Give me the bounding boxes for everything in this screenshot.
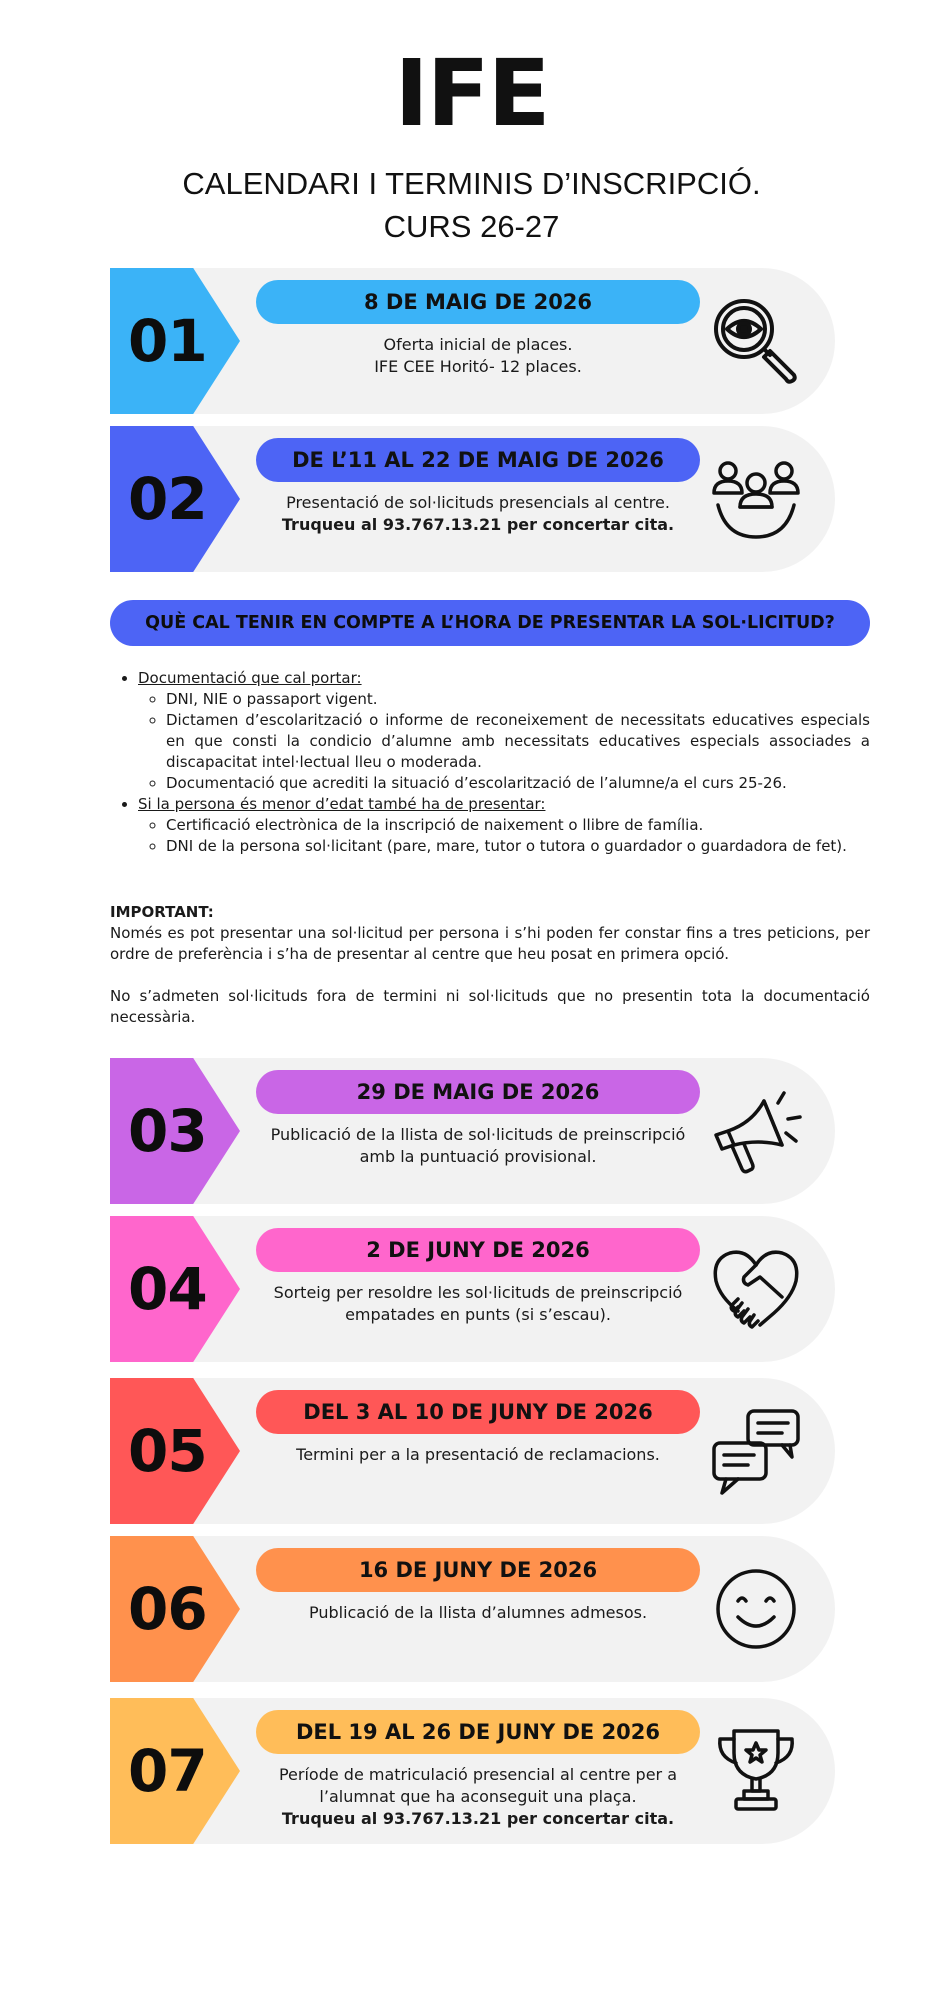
step-description-line: l’alumnat que ha aconseguit una plaça. — [319, 1787, 637, 1806]
step-card-01 — [110, 268, 835, 414]
step-number: 03 — [128, 1097, 207, 1165]
step-description — [250, 1764, 706, 1830]
step-date-pill: 16 DE JUNY DE 2026 — [256, 1548, 700, 1592]
important-paragraph: Només es pot presentar una sol·licitud per persona i s’hi poden fer constar fins a tres peticions, per ordre de preferència i s’ha de presentar al centre que heu posat en primera opció. — [110, 924, 870, 963]
step-description — [250, 1124, 706, 1168]
step-description-line: empatades en punts (si s’escau). — [345, 1305, 611, 1324]
step-description-line: Període de matriculació presencial al centre per a — [278, 1765, 678, 1784]
step-date-pill: DE L’11 AL 22 DE MAIG DE 2026 — [256, 438, 700, 482]
list-item: ◦ Certificació electrònica de la inscripció de naixement o llibre de família. — [166, 815, 870, 836]
step-description — [250, 1602, 706, 1624]
step-card-07 — [110, 1698, 835, 1844]
step-number: 02 — [128, 465, 207, 533]
step-description — [250, 1282, 706, 1326]
step-card-03 — [110, 1058, 835, 1204]
question-banner: QUÈ CAL TENIR EN COMPTE A L’HORA DE PRESENTAR LA SOL·LICITUD? — [110, 600, 870, 646]
step-description-line: Oferta inicial de places. — [383, 335, 573, 354]
smiley-face-icon — [708, 1561, 804, 1657]
step-description-line: amb la puntuació provisional. — [359, 1147, 597, 1166]
list-item: ◦ DNI, NIE o passaport vigent. — [166, 689, 870, 710]
step-description-bold: Truqueu al 93.767.13.21 per concertar cita. — [281, 1809, 675, 1828]
list-item: ◦ Dictamen d’escolarització o informe de reconeixement de necessitats educatives especials en que consti la condicio d’alumne amb necessitats educatives especials associades a discapacitat intel·lectual lleu o moderada. — [166, 710, 870, 773]
chat-bubbles-icon — [708, 1403, 804, 1499]
page-title: IFE — [394, 40, 549, 147]
step-date-pill: 29 DE MAIG DE 2026 — [256, 1070, 700, 1114]
subtitle-line-2: CURS 26-27 — [383, 208, 560, 244]
step-description-line: IFE CEE Horitó- 12 places. — [374, 357, 582, 376]
minor-heading: Si la persona és menor d’edat també ha de presentar: — [138, 795, 546, 813]
step-number: 06 — [128, 1575, 207, 1643]
heart-handshake-icon — [708, 1241, 804, 1337]
step-number: 07 — [128, 1737, 207, 1805]
step-card-04 — [110, 1216, 835, 1362]
step-description-line: Publicació de la llista d’alumnes admesos. — [308, 1603, 648, 1622]
list-item: ◦ DNI de la persona sol·licitant (pare, mare, tutor o tutora o guardador o guardadora de fet). — [166, 836, 870, 857]
important-heading: IMPORTANT: — [110, 903, 214, 921]
step-description-bold: Truqueu al 93.767.13.21 per concertar cita. — [281, 515, 675, 534]
documentation-list — [110, 668, 870, 857]
subtitle-line-1: CALENDARI I TERMINIS D’INSCRIPCIÓ. — [182, 166, 761, 201]
step-number: 05 — [128, 1417, 207, 1485]
step-description-line: Sorteig per resoldre les sol·licituds de preinscripció — [273, 1283, 683, 1302]
step-description-line: Publicació de la llista de sol·licituds de preinscripció — [270, 1125, 686, 1144]
step-number: 01 — [128, 307, 207, 375]
step-date-pill: DEL 19 AL 26 DE JUNY DE 2026 — [256, 1710, 700, 1754]
step-description — [250, 1444, 706, 1466]
list-item — [138, 794, 870, 857]
step-description-line: Presentació de sol·licituds presencials al centre. — [286, 493, 670, 512]
group-people-icon — [708, 451, 804, 547]
step-date-pill: DEL 3 AL 10 DE JUNY DE 2026 — [256, 1390, 700, 1434]
step-card-06 — [110, 1536, 835, 1682]
trophy-icon — [708, 1723, 804, 1819]
step-description — [250, 334, 706, 378]
step-card-05 — [110, 1378, 835, 1524]
step-card-02 — [110, 426, 835, 572]
list-item: ◦ Documentació que acrediti la situació d’escolarització de l’alumne/a el curs 25-26. — [166, 773, 870, 794]
important-paragraph: No s’admeten sol·licituds fora de termini ni sol·licituds que no presentin tota la documentació necessària. — [110, 987, 870, 1026]
important-note — [110, 902, 870, 1028]
step-date-pill: 2 DE JUNY DE 2026 — [256, 1228, 700, 1272]
list-item — [138, 668, 870, 794]
megaphone-icon — [708, 1083, 804, 1179]
step-number: 04 — [128, 1255, 207, 1323]
documentation-heading: Documentació que cal portar: — [138, 669, 362, 687]
step-date-pill: 8 DE MAIG DE 2026 — [256, 280, 700, 324]
page-subtitle — [0, 163, 943, 249]
magnifier-eye-icon — [708, 293, 804, 389]
step-description — [250, 492, 706, 536]
step-description-line: Termini per a la presentació de reclamacions. — [296, 1445, 660, 1464]
